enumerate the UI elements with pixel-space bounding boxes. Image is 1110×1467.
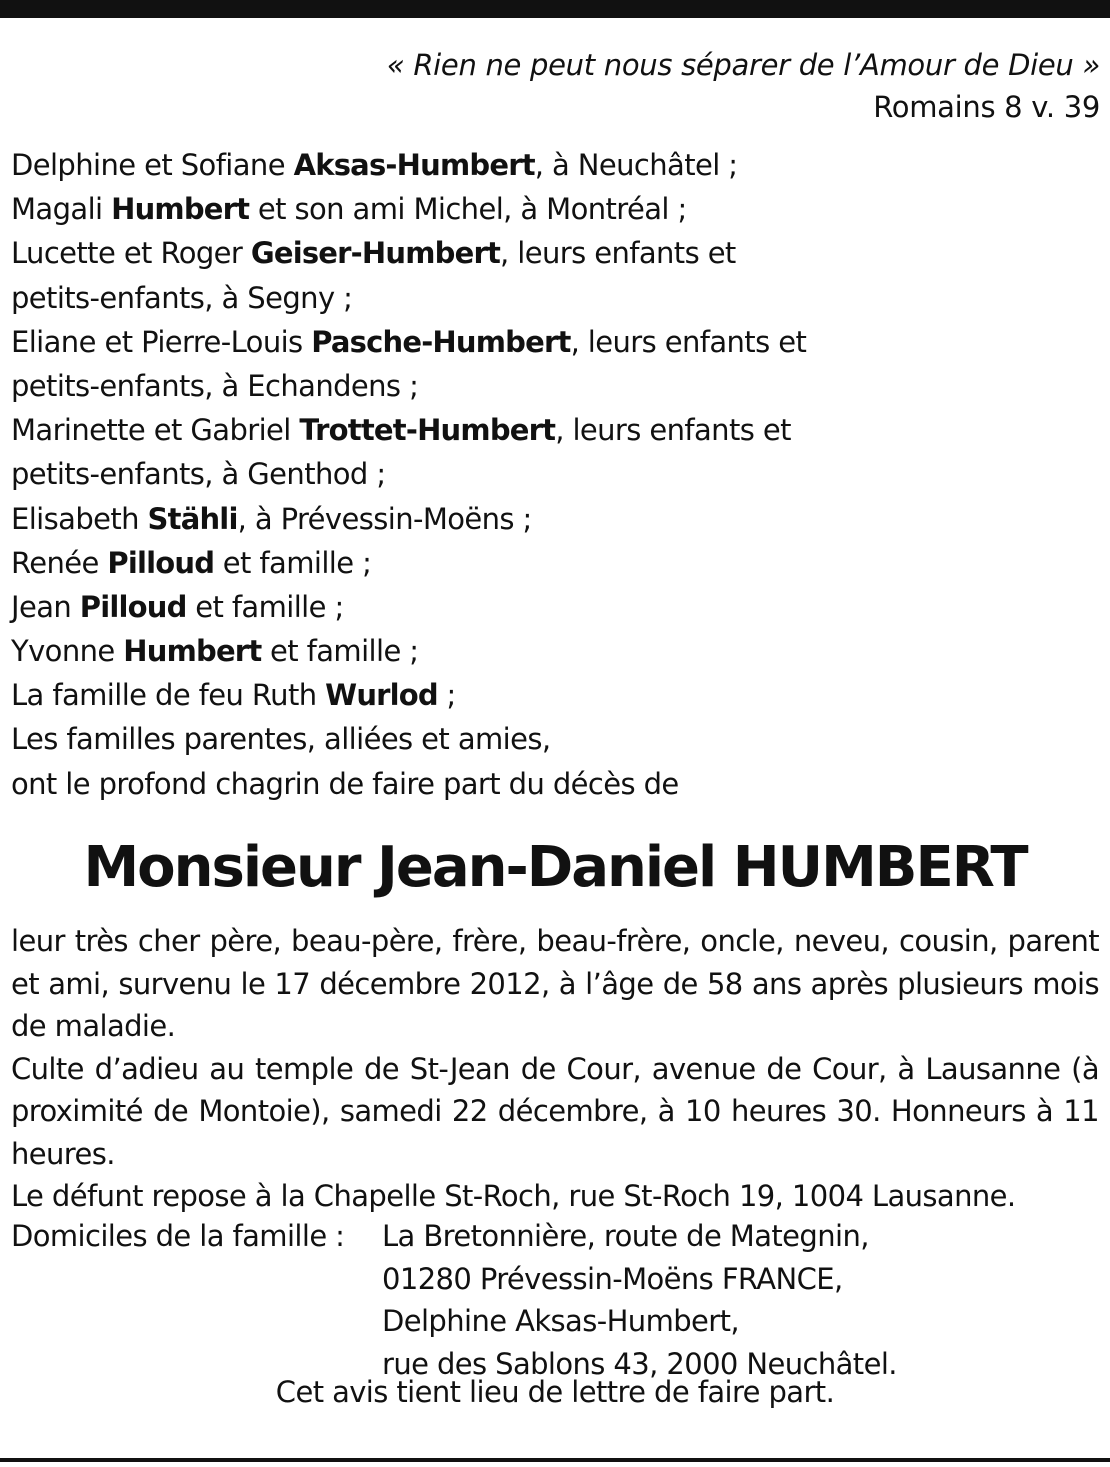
- relation-paragraph: leur très cher père, beau-père, frère, beau-frère, oncle, neveu, cousin, parent et ami, survenu le 17 décembre 2012, à l’âge de 58 ans après plusieurs mois de maladie.: [11, 924, 1099, 1043]
- top-rule: [0, 0, 1110, 18]
- closing-note: Cet avis tient lieu de lettre de faire part.: [275, 1375, 835, 1409]
- family-line: Renée Pilloud et famille ;: [11, 545, 372, 580]
- family-surname: Humbert: [111, 192, 250, 227]
- family-line: Delphine et Sofiane Aksas-Humbert, à Neuchâtel ;: [11, 148, 738, 182]
- bottom-rule: [0, 1458, 1110, 1462]
- ceremony-paragraph: Culte d’adieu au temple de St-Jean de Cour, avenue de Cour, à Lausanne (à proximité de Montoie), samedi 22 décembre, à 10 heures 30. Honneurs à 11 heures.: [11, 1051, 1099, 1171]
- family-surname: Geiser-Humbert: [250, 236, 501, 271]
- domicile-line: La Bretonnière, route de Mategnin,: [382, 1219, 869, 1253]
- family-surname: Pilloud: [79, 589, 187, 624]
- domicile-addresses: [382, 1215, 897, 1385]
- family-surname: Humbert: [123, 634, 262, 669]
- family-surname: Pilloud: [107, 545, 215, 580]
- bible-verse: [100, 44, 1100, 128]
- family-surname: Aksas-Humbert: [293, 148, 535, 182]
- domicile-line: Delphine Aksas-Humbert,: [382, 1304, 739, 1338]
- family-line: Elisabeth Stähli, à Prévessin-Moëns ;: [11, 501, 532, 536]
- domicile-label: Domiciles de la famille :: [11, 1219, 345, 1253]
- family-line: petits-enfants, à Genthod ;: [11, 457, 386, 492]
- announcement-body: [11, 920, 1099, 1218]
- verse-quote: « Rien ne peut nous séparer de l’Amour de Dieu »: [386, 48, 1100, 82]
- family-surname: Trottet-Humbert: [299, 413, 556, 448]
- family-line: Les familles parentes, alliées et amies,: [11, 722, 551, 757]
- family-surname: Pasche-Humbert: [311, 324, 571, 359]
- family-line: petits-enfants, à Echandens ;: [11, 368, 419, 403]
- repose-paragraph: Le défunt repose à la Chapelle St-Roch, rue St-Roch 19, 1004 Lausanne.: [11, 1179, 1016, 1213]
- family-line: Jean Pilloud et famille ;: [11, 589, 344, 624]
- family-line: ont le profond chagrin de faire part du décès de: [11, 766, 679, 801]
- verse-reference: Romains 8 v. 39: [873, 90, 1100, 124]
- domicile-line: 01280 Prévessin-Moëns FRANCE,: [382, 1261, 843, 1296]
- family-line: Yvonne Humbert et famille ;: [11, 634, 419, 669]
- domicile-line: rue des Sablons 43, 2000 Neuchâtel.: [382, 1346, 897, 1381]
- family-line: petits-enfants, à Segny ;: [11, 280, 353, 315]
- family-line: Magali Humbert et son ami Michel, à Montréal ;: [11, 192, 687, 227]
- family-surname: Wurlod: [325, 678, 438, 713]
- family-line: Eliane et Pierre-Louis Pasche-Humbert, leurs enfants et: [11, 324, 807, 359]
- deceased-name: Monsieur Jean-Daniel HUMBERT: [83, 835, 1027, 900]
- family-line: Marinette et Gabriel Trottet-Humbert, leurs enfants et: [11, 413, 791, 448]
- family-line: Lucette et Roger Geiser-Humbert, leurs enfants et: [11, 236, 736, 271]
- family-line: La famille de feu Ruth Wurlod ;: [11, 678, 456, 713]
- family-surname: Stähli: [147, 501, 238, 536]
- family-list: [11, 143, 1011, 806]
- family-domiciles: [11, 1215, 1099, 1385]
